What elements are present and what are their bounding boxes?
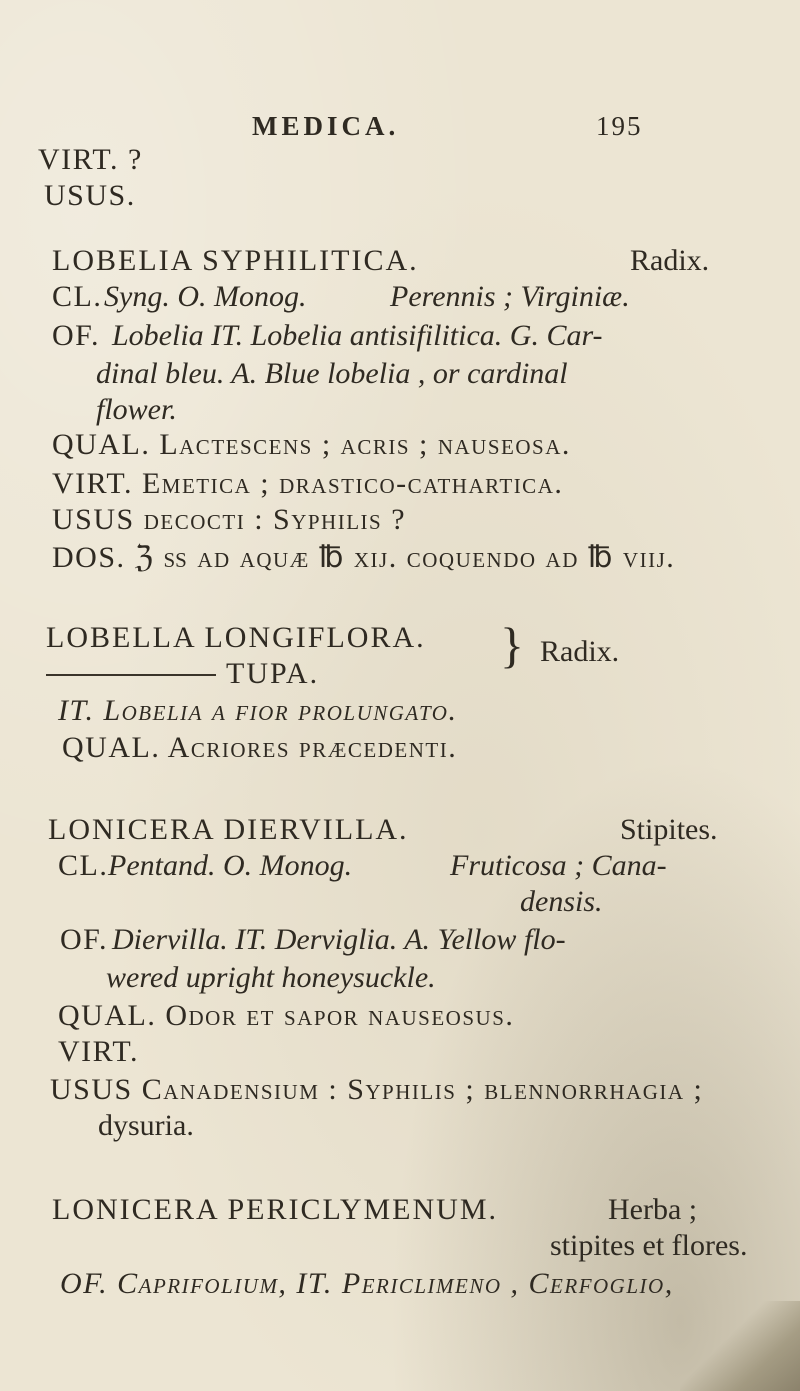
qual-line-2: QUAL. Acriores præcedenti.	[62, 731, 458, 764]
qual-line: QUAL. Lactescens ; acris ; nauseosa.	[52, 428, 571, 461]
of-continuation-3: wered upright honeysuckle.	[106, 961, 436, 994]
entry-heading-lobelia-syphilitica: LOBELIA SYPHILITICA.	[52, 244, 419, 277]
of-continuation-2: flower.	[96, 393, 177, 426]
dash-rule	[46, 674, 216, 676]
cl-text-3: Pentand. O. Monog.	[108, 849, 353, 882]
cl-label-3: CL.	[58, 849, 109, 882]
of-label: OF.	[52, 319, 100, 352]
virt-line: VIRT. Emetica ; drastico-cathartica.	[52, 467, 564, 500]
virt-line-3: VIRT.	[58, 1035, 139, 1068]
cl-label: CL.	[52, 280, 103, 313]
usus-continuation-3: dysuria.	[98, 1109, 194, 1142]
usus-line-top: USUS.	[44, 179, 136, 212]
entry-part-stipites-flores: stipites et flores.	[550, 1229, 748, 1262]
entry-part-radix: Radix.	[630, 244, 710, 277]
qual-line-3: QUAL. Odor et sapor nauseosus.	[58, 999, 515, 1032]
of-label-3: OF.	[60, 923, 108, 956]
of-line-4: OF. Caprifolium, IT. Periclimeno , Cerfoglio,	[60, 1267, 674, 1300]
page-number: 195	[596, 111, 643, 141]
corner-stain	[680, 1301, 800, 1391]
entry-heading-lonicera-diervilla: LONICERA DIERVILLA.	[48, 813, 409, 846]
virt-line-top: VIRT. ?	[38, 143, 143, 176]
of-text: Lobelia IT. Lobelia antisifilitica. G. Car-	[112, 319, 603, 352]
it-line: IT. Lobelia a fior prolungato.	[58, 694, 458, 727]
cl-text: Syng. O. Monog.	[104, 280, 307, 313]
dos-line: DOS. ℨ ß ad aquæ ℔ xij. coquendo ad ℔ viij.	[52, 541, 676, 574]
of-text-3: Diervilla. IT. Derviglia. A. Yellow flo-	[112, 923, 566, 956]
cl-right-3-cont: densis.	[520, 885, 603, 918]
entry-part-herba: Herba ;	[608, 1193, 698, 1226]
cl-right: Perennis ; Virginiæ.	[390, 280, 630, 313]
of-continuation: dinal bleu. A. Blue lobelia , or cardinal	[96, 357, 568, 390]
usus-line: USUS decocti : Syphilis ?	[52, 503, 407, 536]
cl-right-3: Fruticosa ; Cana-	[450, 849, 667, 882]
entry-heading-lobella-longiflora: LOBELLA LONGIFLORA.	[46, 621, 426, 654]
running-title: MEDICA.	[252, 111, 400, 141]
usus-line-3: USUS Canadensium : Syphilis ; blennorrhagia ;	[50, 1073, 704, 1106]
brace-symbol: }	[500, 617, 524, 673]
entry-part-radix-2: Radix.	[540, 635, 620, 668]
entry-subheading-tupa: TUPA.	[226, 657, 320, 690]
entry-part-stipites: Stipites.	[620, 813, 718, 846]
entry-heading-lonicera-periclymenum: LONICERA PERICLYMENUM.	[52, 1193, 499, 1226]
